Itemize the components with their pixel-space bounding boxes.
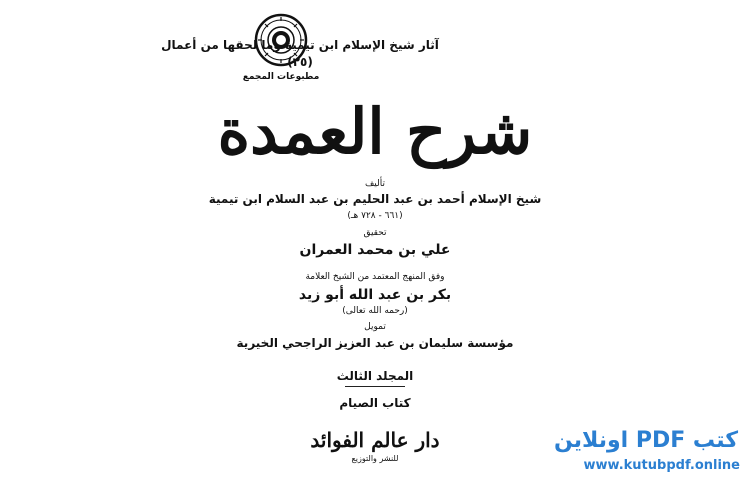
section-label: كتاب الصيام — [339, 396, 411, 410]
funding-label: تمويل — [364, 322, 386, 332]
supervisor-note: (رحمه الله تعالى) — [342, 306, 408, 316]
funder-name: مؤسسة سليمان بن عبد العزيز الراجحي الخيرية — [236, 336, 514, 350]
publisher-name: دار عالم الفوائد — [310, 428, 440, 452]
editor-name: علي بن محمد العمران — [299, 242, 451, 258]
watermark-url[interactable]: www.kutubpdf.online — [583, 458, 740, 473]
author-dates: (٦٦١ - ٧٢٨ هـ) — [347, 211, 403, 221]
series-title: آثار شيخ الإسلام ابن تيمية وما لحقها من أعمال — [161, 38, 439, 52]
volume-divider — [345, 386, 405, 387]
watermark-brand: كتب PDF اونلاين — [553, 428, 738, 453]
volume-label: المجلد الثالث — [336, 369, 414, 383]
supervisor-name: بكر بن عبد الله أبو زيد — [298, 287, 452, 303]
seal-caption: مطبوعات المجمع — [242, 72, 320, 82]
series-number: (٢٥) — [287, 55, 313, 69]
author-name: شيخ الإسلام أحمد بن عبد الحليم بن عبد السلام ابن تيمية — [208, 192, 542, 206]
editor-label: تحقيق — [363, 228, 387, 238]
publisher-subtitle: للنشر والتوزيع — [351, 454, 399, 463]
book-title: شرح العمدة — [217, 95, 533, 168]
supervision-label: وفق المنهج المعتمد من الشيخ العلامة — [305, 272, 445, 282]
author-label: تأليف — [364, 179, 386, 189]
